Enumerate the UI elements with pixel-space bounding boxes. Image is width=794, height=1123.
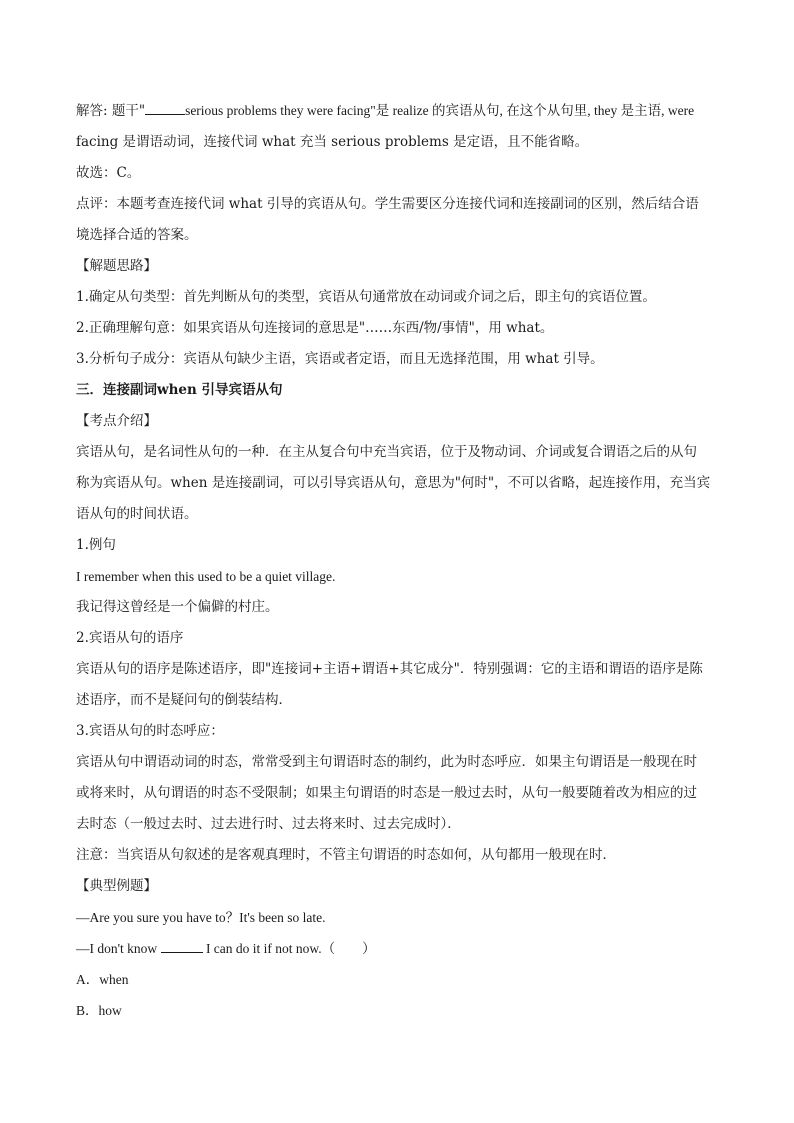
order-line-2: 述语序，而不是疑问句的倒装结构． — [76, 692, 292, 708]
answer-rest: serious problems they were facing"是 realize 的宾语从句, 在这个从句里, they 是主语, were — [185, 103, 695, 118]
answer-blank — [145, 100, 185, 115]
order-line-1: 宾语从句的语序是陈述语序，即"连接词+主语+谓语+其它成分"．特别强调：它的主语和谓语的语序是陈 — [76, 661, 703, 677]
answer-prefix: 解答: 题干" — [76, 103, 146, 119]
step-1: 1.确定从句类型：首先判断从句的类型，宾语从句通常放在动词或介词之后，即主句的宾语位置。 — [76, 289, 656, 305]
answer-line-1 — [76, 95, 720, 127]
order-title: 2.宾语从句的语序 — [76, 630, 184, 646]
question-blank — [161, 938, 203, 953]
option-b: B．how — [76, 1003, 122, 1018]
comment-line-1: 点评：本题考查连接代词 what 引导的宾语从句。学生需要区分连接代词和连接副词的区别，然后结合语 — [76, 196, 699, 212]
note-line: 注意：当宾语从句叙述的是客观真理时，不管主句谓语的时态如何，从句都用一般现在时． — [76, 847, 616, 863]
question-rest: I can do it if not now.（ ） — [202, 941, 376, 956]
section-typical: 【典型例题】 — [76, 878, 157, 894]
example-english: I remember when this used to be a quiet village. — [76, 569, 336, 584]
document-page — [76, 95, 720, 1026]
tense-line-1: 宾语从句中谓语动词的时态，常常受到主句谓语时态的制约，此为时态呼应．如果主句谓语是一般现在时 — [76, 754, 697, 770]
tense-line-3: 去时态（一般过去时、过去进行时、过去将来时、过去完成时）． — [76, 816, 461, 832]
option-a: A．when — [76, 972, 129, 987]
section-intro: 【考点介绍】 — [76, 413, 157, 429]
question-line-1: —Are you sure you have to？It's been so late. — [76, 910, 326, 925]
choose-line: 故选：C。 — [76, 165, 141, 181]
question-line-2 — [76, 933, 720, 964]
intro-line-1: 宾语从句，是名词性从句的一种．在主从复合句中充当宾语，位于及物动词、介词或复合谓语之后的从句 — [76, 444, 697, 460]
question-prefix: —I don't know — [76, 941, 158, 956]
step-2: 2.正确理解句意：如果宾语从句连接词的意思是"……东西/物/事情"，用 what。 — [76, 320, 554, 336]
tense-line-2: 或将来时，从句谓语的时态不受限制；如果主句谓语的时态是一般过去时，从句一般要随着改为相应的过 — [76, 785, 697, 801]
tense-title: 3.宾语从句的时态呼应： — [76, 723, 224, 739]
intro-line-2: 称为宾语从句。when 是连接副词，可以引导宾语从句，意思为"何时"，不可以省略，起连接作用，充当宾 — [76, 475, 711, 491]
heading-section-3: 三．连接副词when 引导宾语从句 — [76, 382, 283, 398]
comment-line-2: 境选择合适的答案。 — [76, 227, 198, 243]
section-thinking: 【解题思路】 — [76, 258, 157, 274]
example-chinese: 我记得这曾经是一个偏僻的村庄。 — [76, 599, 279, 615]
answer-line-2: facing 是谓语动词，连接代词 what 充当 serious problems 是定语，且不能省略。 — [76, 134, 589, 150]
example-title: 1.例句 — [76, 537, 116, 553]
step-3: 3.分析句子成分：宾语从句缺少主语，宾语或者定语，而且无选择范围，用 what 引导。 — [76, 351, 604, 367]
intro-line-3: 语从句的时间状语。 — [76, 506, 198, 522]
